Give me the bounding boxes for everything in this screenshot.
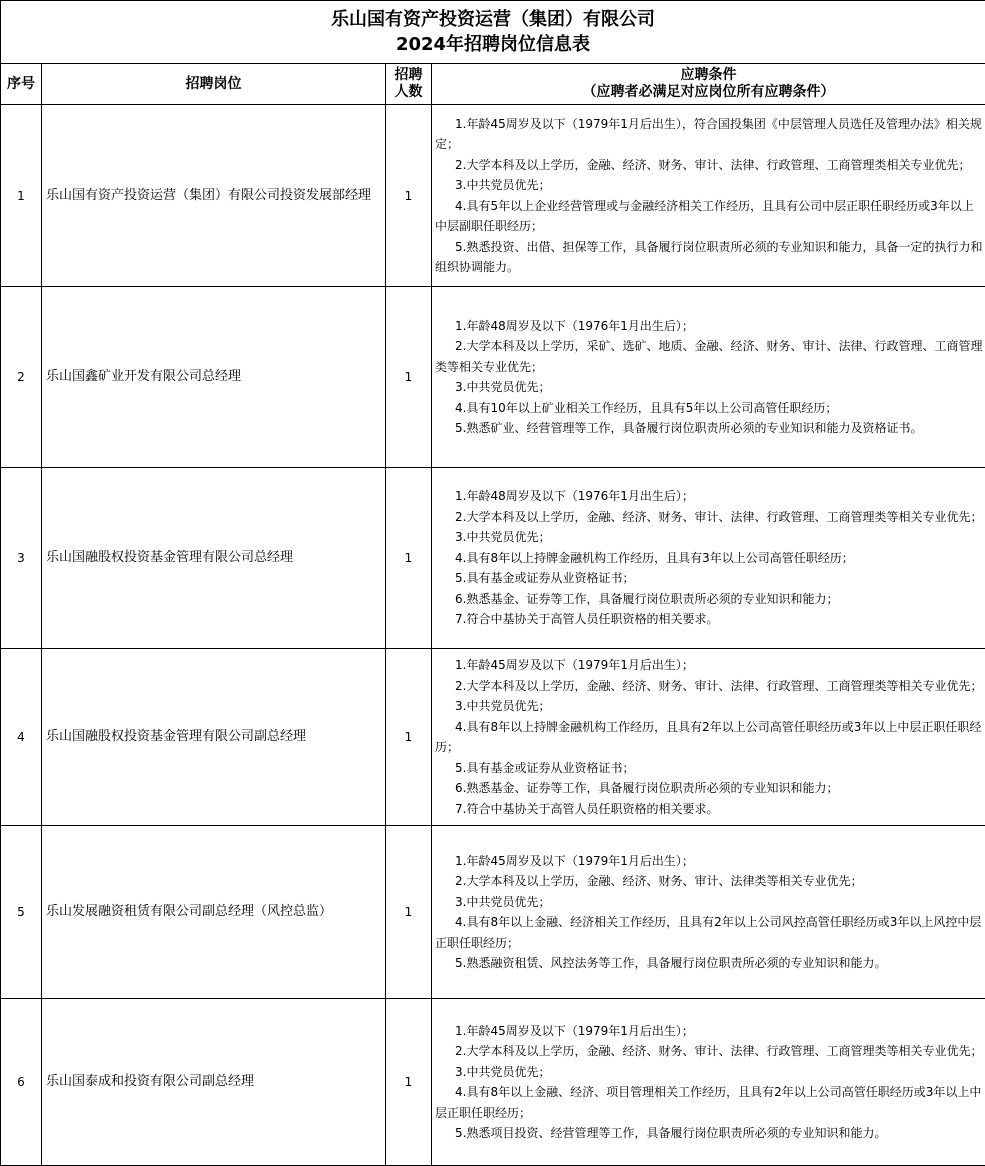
row-count: 1 bbox=[386, 649, 432, 826]
requirement-item: 1.年龄48周岁及以下（1976年1月出生后）； bbox=[435, 486, 983, 507]
requirement-item: 3.中共党员优先； bbox=[435, 892, 983, 913]
row-position: 乐山国融股权投资基金管理有限公司副总经理 bbox=[42, 649, 386, 826]
requirement-item: 5.熟悉矿业、经营管理等工作，具备履行岗位职责所必须的专业知识和能力及资格证书。 bbox=[435, 418, 983, 439]
title-line-2: 2024年招聘岗位信息表 bbox=[1, 32, 985, 57]
requirement-item: 1.年龄45周岁及以下（1979年1月后出生）； bbox=[435, 1021, 983, 1042]
header-requirements-line-1: 应聘条件 bbox=[432, 67, 985, 84]
header-requirements-line-2: （应聘者必满足对应岗位所有应聘条件） bbox=[432, 84, 985, 101]
requirement-item: 3.中共党员优先； bbox=[435, 377, 983, 398]
requirement-item: 6.熟悉基金、证券等工作，具备履行岗位职责所必须的专业知识和能力； bbox=[435, 589, 983, 610]
row-count: 1 bbox=[386, 999, 432, 1166]
row-index: 3 bbox=[1, 468, 42, 649]
header-requirements bbox=[432, 64, 985, 105]
requirement-item: 2.大学本科及以上学历，金融、经济、财务、审计、法律、行政管理、工商管理类相关专业优先； bbox=[435, 155, 983, 176]
table-row bbox=[1, 649, 985, 826]
row-requirements bbox=[432, 468, 985, 649]
header-position: 招聘岗位 bbox=[42, 64, 386, 105]
requirement-item: 2.大学本科及以上学历，金融、经济、财务、审计、法律类等相关专业优先； bbox=[435, 871, 983, 892]
header-row bbox=[1, 64, 985, 105]
row-position: 乐山发展融资租赁有限公司副总经理（风控总监） bbox=[42, 826, 386, 999]
requirement-item: 2.大学本科及以上学历，金融、经济、财务、审计、法律、行政管理、工商管理类等相关专业优先； bbox=[435, 676, 983, 697]
table-row bbox=[1, 999, 985, 1166]
row-position: 乐山国有资产投资运营（集团）有限公司投资发展部经理 bbox=[42, 105, 386, 287]
row-position: 乐山国泰成和投资有限公司副总经理 bbox=[42, 999, 386, 1166]
header-count bbox=[386, 64, 432, 105]
row-position: 乐山国鑫矿业开发有限公司总经理 bbox=[42, 287, 386, 468]
requirement-item: 5.具有基金或证券从业资格证书； bbox=[435, 568, 983, 589]
requirement-item: 1.年龄45周岁及以下（1979年1月后出生）； bbox=[435, 851, 983, 872]
requirement-item: 4.具有10年以上矿业相关工作经历，且具有5年以上公司高管任职经历； bbox=[435, 398, 983, 419]
table-row bbox=[1, 826, 985, 999]
table-title bbox=[1, 1, 985, 64]
requirement-item: 7.符合中基协关于高管人员任职资格的相关要求。 bbox=[435, 799, 983, 820]
requirement-item: 4.具有8年以上金融、经济相关工作经历，且具有2年以上公司风控高管任职经历或3年以上风控中层正职任职经历； bbox=[435, 912, 983, 953]
requirement-item: 3.中共党员优先； bbox=[435, 175, 983, 196]
header-index: 序号 bbox=[1, 64, 42, 105]
table-row bbox=[1, 468, 985, 649]
row-requirements bbox=[432, 287, 985, 468]
row-count: 1 bbox=[386, 287, 432, 468]
row-requirements bbox=[432, 649, 985, 826]
row-index: 2 bbox=[1, 287, 42, 468]
requirement-item: 4.具有8年以上持牌金融机构工作经历，且具有2年以上公司高管任职经历或3年以上中层正职任职经历； bbox=[435, 717, 983, 758]
row-requirements bbox=[432, 999, 985, 1166]
requirement-item: 3.中共党员优先； bbox=[435, 696, 983, 717]
row-index: 5 bbox=[1, 826, 42, 999]
title-line-1: 乐山国有资产投资运营（集团）有限公司 bbox=[1, 7, 985, 32]
requirement-item: 1.年龄45周岁及以下（1979年1月后出生），符合国投集团《中层管理人员选任及管理办法》相关规定； bbox=[435, 114, 983, 155]
requirement-item: 3.中共党员优先； bbox=[435, 527, 983, 548]
row-index: 4 bbox=[1, 649, 42, 826]
requirement-item: 4.具有5年以上企业经营管理或与金融经济相关工作经历，且具有公司中层正职任职经历或3年以上中层副职任职经历； bbox=[435, 196, 983, 237]
requirement-item: 5.具有基金或证券从业资格证书； bbox=[435, 758, 983, 779]
row-index: 1 bbox=[1, 105, 42, 287]
requirement-item: 2.大学本科及以上学历，采矿、选矿、地质、金融、经济、财务、审计、法律、行政管理、工商管理类等相关专业优先； bbox=[435, 336, 983, 377]
requirement-item: 3.中共党员优先； bbox=[435, 1062, 983, 1083]
requirement-item: 5.熟悉投资、出借、担保等工作，具备履行岗位职责所必须的专业知识和能力，具备一定的执行力和组织协调能力。 bbox=[435, 237, 983, 278]
requirement-item: 2.大学本科及以上学历，金融、经济、财务、审计、法律、行政管理、工商管理类等相关专业优先； bbox=[435, 507, 983, 528]
requirement-item: 2.大学本科及以上学历，金融、经济、财务、审计、法律、行政管理、工商管理类等相关专业优先； bbox=[435, 1041, 983, 1062]
requirement-item: 1.年龄45周岁及以下（1979年1月后出生）； bbox=[435, 655, 983, 676]
table-row bbox=[1, 105, 985, 287]
row-index: 6 bbox=[1, 999, 42, 1166]
requirement-item: 1.年龄48周岁及以下（1976年1月出生后）； bbox=[435, 316, 983, 337]
header-count-line-2: 人数 bbox=[386, 84, 431, 101]
requirement-item: 4.具有8年以上金融、经济、项目管理相关工作经历，且具有2年以上公司高管任职经历或3年以上中层正职任职经历； bbox=[435, 1082, 983, 1123]
requirement-item: 6.熟悉基金、证券等工作，具备履行岗位职责所必须的专业知识和能力； bbox=[435, 778, 983, 799]
requirement-item: 5.熟悉融资租赁、风控法务等工作，具备履行岗位职责所必须的专业知识和能力。 bbox=[435, 953, 983, 974]
row-count: 1 bbox=[386, 105, 432, 287]
row-count: 1 bbox=[386, 826, 432, 999]
requirement-item: 5.熟悉项目投资、经营管理等工作，具备履行岗位职责所必须的专业知识和能力。 bbox=[435, 1123, 983, 1144]
table-row bbox=[1, 287, 985, 468]
row-requirements bbox=[432, 105, 985, 287]
header-count-line-1: 招聘 bbox=[386, 67, 431, 84]
row-requirements bbox=[432, 826, 985, 999]
title-row bbox=[1, 1, 985, 64]
requirement-item: 7.符合中基协关于高管人员任职资格的相关要求。 bbox=[435, 609, 983, 630]
requirement-item: 4.具有8年以上持牌金融机构工作经历，且具有3年以上公司高管任职经历； bbox=[435, 548, 983, 569]
row-count: 1 bbox=[386, 468, 432, 649]
row-position: 乐山国融股权投资基金管理有限公司总经理 bbox=[42, 468, 386, 649]
